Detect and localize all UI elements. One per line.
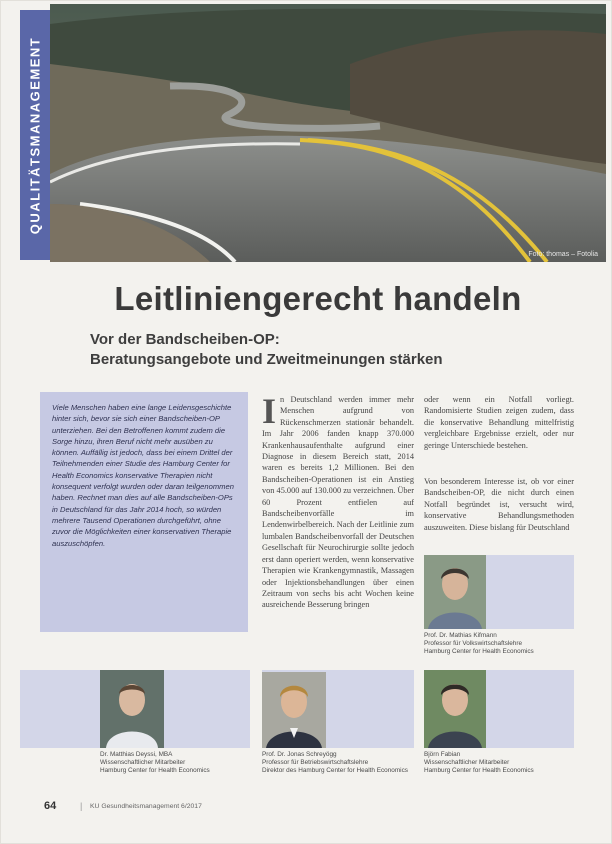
- section-tab: [20, 10, 50, 260]
- caption-affiliation: Hamburg Center for Health Economics: [424, 767, 534, 775]
- caption-affiliation: Hamburg Center for Health Economics: [100, 767, 210, 775]
- publication-name: KU Gesundheitsmanagement 6/2017: [90, 803, 202, 810]
- caption-role: Professor für Volkswirtschaftslehre: [424, 640, 523, 648]
- caption-fabian: [424, 751, 534, 776]
- expert-photo-deyssi: [100, 670, 164, 748]
- page-number: 64: [44, 800, 57, 812]
- caption-kifmann: [424, 632, 534, 657]
- caption-name: Prof. Dr. Jonas Schreyögg: [262, 751, 337, 758]
- expert-photo-schreyoegg: [262, 672, 326, 748]
- caption-name: Dr. Matthias Deyssi, MBA: [100, 751, 173, 758]
- intro-box: [40, 392, 248, 632]
- hero-photo: [50, 4, 606, 262]
- photo-credit: Foto: thomas – Fotolia: [528, 251, 598, 258]
- caption-affiliation: Hamburg Center for Health Economics: [424, 648, 534, 656]
- article-subtitle: [90, 330, 570, 370]
- caption-schreyoegg: [262, 751, 408, 776]
- road-landscape-image: [50, 4, 606, 262]
- section-label: QUALITÄTSMANAGEMENT: [27, 36, 43, 234]
- caption-role: Wissenschaftlicher Mitarbeiter: [100, 759, 186, 767]
- body-column-1: [262, 394, 414, 658]
- body-column-3: [424, 476, 574, 550]
- expert-photo-fabian: [424, 670, 486, 748]
- article-title: Leitliniengerecht handeln: [114, 280, 522, 317]
- caption-deyssi: [100, 751, 210, 776]
- caption-name: Björn Fabian: [424, 751, 461, 758]
- caption-name: Prof. Dr. Mathias Kifmann: [424, 632, 497, 639]
- expert-photo-kifmann: [424, 555, 486, 629]
- drop-cap: I: [262, 394, 277, 431]
- caption-affiliation: Direktor des Hamburg Center for Health Economics: [262, 767, 408, 775]
- caption-role: Professor für Betriebswirtschaftslehre: [262, 759, 369, 767]
- footer-separator: |: [80, 801, 83, 811]
- subtitle-line-2: Beratungsangebote und Zweitmeinungen stärken: [90, 351, 443, 368]
- caption-role: Wissenschaftlicher Mitarbeiter: [424, 759, 510, 767]
- subtitle-line-1: Vor der Bandscheiben-OP:: [90, 331, 280, 348]
- body-column-2: [424, 394, 574, 460]
- intro-text: Viele Menschen haben eine lange Leidensgeschichte hinter sich, bevor sie sich einer Bandscheiben-OP unterziehen. Bei den Betroffenen kommt zudem die Sorge hinzu, ihren Beruf nicht mehr ausüben zu können. Auffällig ist jedoch, dass bei einem Drittel der Teilnehmenden einer Studie des Hamburg Center for Health Economics konservative Therapien nicht konsequent verfolgt wurden oder daran teilgenommen haben. Rechnet man dies auf alle Bandscheiben-OPs in Deutschland für das Jahr 2014 hoch, so würden mehrere Tausend Operationen durchgeführt, ohne zuvor die Möglichkeiten einer konservativen Therapie auszuschöpfen.: [52, 403, 234, 548]
- body-text-1: n Deutschland werden immer mehr Menschen aufgrund von Rückenschmerzen stationär behandelt. Im Jahr 2006 fanden knapp 370.000 Krankenhausaufenthalte aufgrund einer Diagnose in diesem Bereich statt, 2014 waren es bereits 1,2 Millionen. Bei den Bandscheiben-Operationen ist ein Anstieg von 45.000 auf 130.000 zu verzeichnen. Über 60 Prozent entfielen auf Bandscheibenvorfälle im Lendenwirbelbereich. Nach der Leitlinie zum lumbalen Bandscheibenvorfall der Deutschen Gesellschaft für Neurochirurgie sollte jedoch erst dann operiert werden, wenn konservative Therapien wie Krankengymnastik, Massagen oder Injektionsbehandlungen über einen Zeitraum von sechs bis acht Wochen keine ausreichende Besserung bringen: [262, 395, 414, 610]
- body-text-3: Von besonderem Interesse ist, ob vor einer Bandscheiben-OP, die nicht durch einen Notfall begründet ist, versucht wird, konservative Behandlungsmethoden auszuweiten. Diese bislang für Deutschland: [424, 477, 574, 532]
- body-text-2: oder wenn ein Notfall vorliegt. Randomisierte Studien zeigen zudem, dass die konservative Behandlung mittelfristig vergleichbare Ergebnisse erzielt, oder nur geringe Unterschiede bestehen.: [424, 395, 574, 450]
